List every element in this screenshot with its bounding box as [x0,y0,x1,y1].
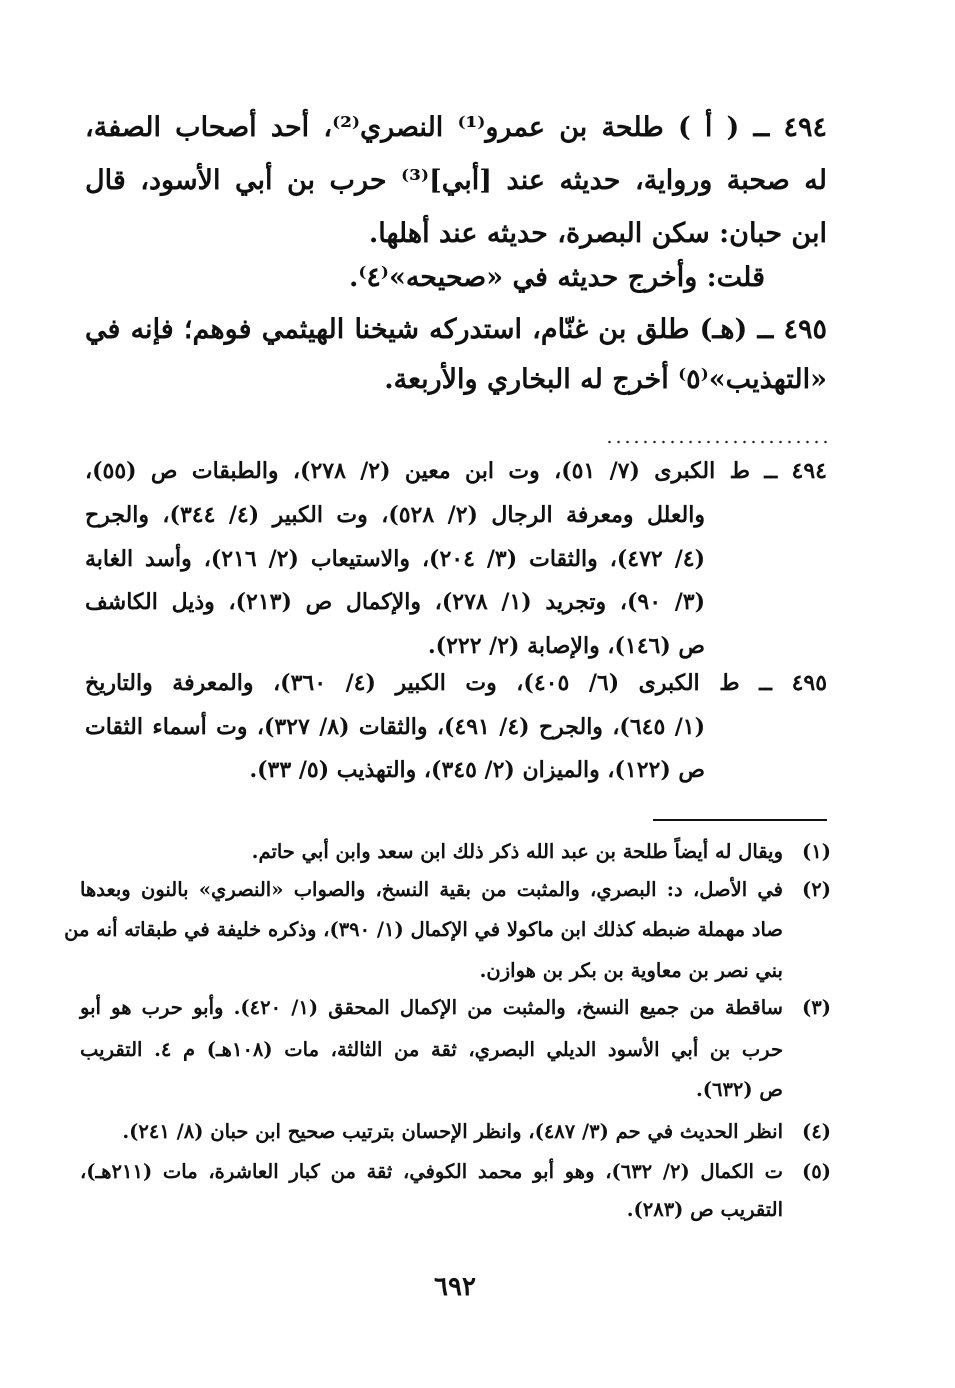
source-line: ٤٩٤ ــ ط الكبرى (٧/ ٥١)، وت ابن معين (٢/ ٢٧٨)، والطبقات ص (٥٥)، [85,458,827,484]
source-line: ص (١٢٢)، والميزان (٢/ ٣٤٥)، والتهذيب (٥/ ٣٣). [249,757,705,783]
footnote-line: ت الكمال (٢/ ٦٣٢)، وهو أبو محمد الكوفي، ثقة من كبار العاشرة، مات (٢١١هـ)، [80,1160,783,1183]
main-text-line: ٤٩٥ ــ (هـ) طلق بن غنّام، استدركه شيخنا الهيثمي فوهم؛ فإنه في [85,314,827,345]
dotted-separator [605,440,827,444]
footnote-number: (١) [802,840,831,863]
footnote-line: بني نصر بن معاوية بن بكر بن هوازن. [479,959,783,982]
main-text-line: قلت: وأخرج حديثه في «صحيحه»⁽٤⁾. [348,262,765,293]
source-line: ٤٩٥ ــ ط الكبرى (٦/ ٤٠٥)، وت الكبير (٤/ ٣٦٠)، والمعرفة والتاريخ [85,670,828,696]
footnote-number: (٥) [802,1160,831,1183]
source-line: (٤/ ٤٧٢)، والثقات (٣/ ٢٠٤)، والاستيعاب (٢/ ٢١٦)، وأسد الغابة [85,546,705,572]
main-text-line: «التهذيب»⁽٥⁾ أخرج له البخاري والأربعة. [384,364,827,395]
footnote-line: حرب بن أبي الأسود الديلي البصري، ثقة من الثالثة، مات (١٠٨هـ) م ٤. التقريب [80,1038,784,1061]
main-text-line: ٤٩٤ ــ ( أ ) طلحة بن عمرو⁽¹⁾ النصري⁽²⁾، أحد أصحاب الصفة، [85,112,827,143]
page-number: ٦٩٢ [434,1272,476,1302]
footnote-line: صاد مهملة ضبطه كذلك ابن ماكولا في الإكمال (١/ ٣٩٠)، وذكره خليفة في طبقاته أنه من [64,918,783,941]
source-line: (١/ ٦٤٥)، والجرح (٤/ ٤٩١)، والثقات (٨/ ٣٢٧)، وت أسماء الثقات [85,714,705,740]
footnote-rule [653,819,827,821]
footnote-line: ويقال له أيضاً طلحة بن عبد الله ذكر ذلك ابن سعد وابن أبي حاتم. [251,840,783,863]
footnote-line: ساقطة من جميع النسخ، والمثبت من الإكمال المحقق (١/ ٤٢٠). وأبو حرب هو أبو [80,996,783,1019]
footnote-number: (٤) [802,1120,831,1143]
footnote-line: ص (٦٣٢). [695,1078,783,1101]
main-text-line: ابن حبان: سكن البصرة، حديثه عند أهلها. [368,218,827,249]
footnote-line: انظر الحديث في حم (٣/ ٤٨٧)، وانظر الإحسان بترتيب صحيح ابن حبان (٨/ ٢٤١). [122,1120,783,1143]
footnote-line: في الأصل، د: البصري، والمثبت من بقية النسخ، والصواب «النصري» بالنون وبعدها [80,878,783,901]
source-line: ص (١٤٦)، والإصابة (٢/ ٢٢٢). [427,633,705,659]
source-line: والعلل ومعرفة الرجال (٢/ ٥٢٨)، وت الكبير (٤/ ٣٤٤)، والجرح [85,502,705,528]
main-text-line: له صحبة ورواية، حديثه عند [أبي]⁽³⁾ حرب بن أبي الأسود، قال [85,165,827,196]
footnote-line: التقريب ص (٢٨٣). [626,1198,783,1221]
footnote-number: (٢) [802,878,831,901]
source-line: (٣/ ٩٠)، وتجريد (١/ ٢٧٨)، والإكمال ص (٢١٣)، وذيل الكاشف [85,589,706,615]
footnote-number: (٣) [802,996,831,1019]
